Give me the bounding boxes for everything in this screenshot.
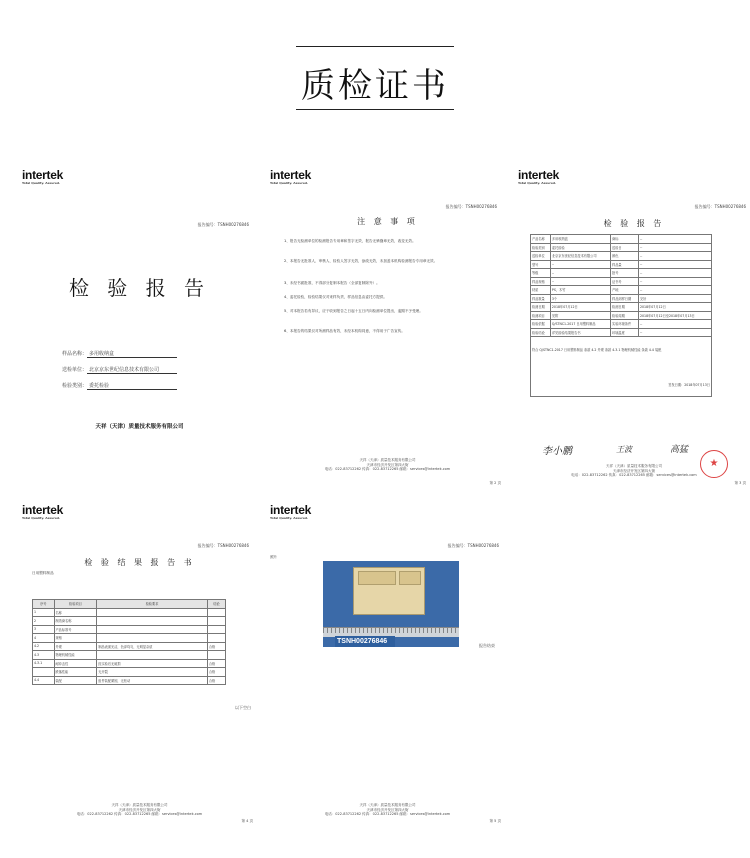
header-top-rule [296, 46, 454, 47]
table-cell [207, 617, 225, 626]
notice-6: 6、本报告的结果仅对所测样品有效，未经本机构同意，不得用于广告宣传。 [284, 329, 405, 333]
table-cell [207, 625, 225, 634]
table-cell: 样品数量 [531, 294, 551, 303]
table-cell: 制造商名称 [54, 617, 97, 626]
organizer-box-image [353, 567, 425, 615]
sample-photo [323, 561, 459, 647]
table-cell: 实验环境条件 [611, 320, 639, 329]
table-cell: -- [638, 252, 711, 261]
logo-tagline: Total Quality. Assured. [270, 516, 309, 520]
page-number: 第 3 页 [734, 481, 746, 485]
signature-approver: 李小鹏 [542, 446, 572, 457]
results-title: 检 验 结 果 报 告 书 [84, 558, 195, 567]
table-cell: Q/STNC1-2017 日用塑料制品 [550, 320, 610, 329]
table-cell: 送检单位 [531, 252, 551, 261]
table-cell: 样品量 [611, 260, 639, 269]
table-cell: 合格 [207, 659, 225, 668]
certificate-page-3 [518, 168, 750, 488]
lab-name: 天祥（天津）质量技术服务有限公司 [95, 424, 184, 430]
table-row [33, 676, 226, 685]
table-cell [207, 608, 225, 617]
section-title: 质检证书 [301, 66, 449, 106]
table-cell: -- [638, 328, 711, 337]
table-row [531, 320, 712, 329]
inspection-title: 检 验 报 告 [603, 219, 665, 228]
table-cell: 组件装配紧固，无松动 [97, 676, 208, 685]
table-cell: 多用收纳盒 [550, 235, 610, 244]
table-cell: 完好 [638, 294, 711, 303]
table-row [531, 337, 712, 397]
table-cell: 样品规格 [531, 277, 551, 286]
table-cell: 检验周期 [611, 311, 639, 320]
page-number: 第 2 页 [489, 481, 501, 485]
report-number: 报告编号：TSNH00276846 [197, 543, 249, 548]
certificate-page-1 [22, 168, 257, 488]
table-cell: 耐冲击性 [54, 659, 97, 668]
footer: 天祥（天津）质量技术服务有限公司 天津市经济开发区第四大街 电话：022-83712262 传真：022-83712265 邮箱：services@intertek.com [571, 464, 697, 477]
table-row [531, 286, 712, 295]
table-cell: 合格 [207, 668, 225, 677]
table-cell: -- [638, 269, 711, 278]
notice-5: 5、对本报告若有异议，应于收到报告之日起十五日内向检测单位提出，逾期不予受理。 [284, 309, 423, 313]
notice-3: 3、未经书面批准，不得部分复制本报告（全部复制除外）。 [284, 281, 380, 285]
table-cell: 检验类别 [531, 243, 551, 252]
box-compartment-left [358, 571, 396, 585]
table-cell: 检测项目 [531, 311, 551, 320]
table-row [33, 608, 226, 617]
table-cell [33, 668, 55, 677]
table-cell: 颜色 [611, 252, 639, 261]
table-header-cell: 序号 [33, 600, 55, 609]
signature-tester: 高猛 [670, 445, 689, 455]
table-cell: 2018年07月12日 [638, 303, 711, 312]
table-cell: 产地 [611, 286, 639, 295]
table-cell: 产品标准号 [54, 625, 97, 634]
photo-label: 照片 [270, 555, 278, 559]
table-cell: -- [638, 243, 711, 252]
table-cell: 材质 [531, 286, 551, 295]
table-cell: 送检日 [611, 243, 639, 252]
table-cell: 环境温度 [611, 328, 639, 337]
end-of-report: 报告结束 [479, 643, 495, 648]
table-cell: 样品到样日期 [611, 294, 639, 303]
report-number: 报告编号：TSNH00276846 [445, 204, 497, 209]
footer: 天祥（天津）质量技术服务有限公司 天津市经济开发区第四大街 电话：022-83712262 传真：022-83712265 邮箱：services@intertek.com [324, 803, 451, 816]
box-compartment-right [399, 571, 421, 585]
table-header-cell: 检验要求 [97, 600, 208, 609]
results-table [32, 599, 226, 685]
table-row [33, 625, 226, 634]
table-cell: 制品表面光洁，色泽均匀，无明显杂质 [97, 642, 208, 651]
logo-tagline: Total Quality. Assured. [270, 181, 309, 185]
results-intro: 日用塑料制品 [32, 571, 54, 575]
table-cell: 检测日期 [531, 303, 551, 312]
intertek-logo: intertek [22, 503, 63, 517]
table-cell: 批号 [611, 269, 639, 278]
notice-2: 2、本报告无批准人、审核人、检验人签字无效，涂改无效，未加盖本机构检测报告专用章无效。 [284, 259, 438, 263]
table-header-cell: 结论 [207, 600, 225, 609]
table-cell: 4.3.1 [33, 659, 55, 668]
table-row [531, 260, 712, 269]
footer: 天祥（天津）质量技术服务有限公司 天津市经济开发区第四大街 电话：022-83712262 传真：022-83712265 邮箱：services@intertek.com [76, 803, 203, 816]
report-number: 报告编号：TSNH00276846 [447, 543, 499, 548]
field-client: 送检单位： 北京京东世纪信息技术有限公司 [62, 366, 177, 374]
table-cell: 商标 [611, 235, 639, 244]
table-cell [97, 617, 208, 626]
table-cell: -- [638, 235, 711, 244]
header-bottom-rule [296, 109, 454, 110]
field-category: 检验类别： 委托检验 [62, 382, 177, 390]
table-cell: 经实验后无破损 [97, 659, 208, 668]
table-cell: PS，木竹 [550, 286, 610, 295]
table-cell: 检测日期 [611, 303, 639, 312]
table-cell: 装配 [54, 676, 97, 685]
table-row [33, 642, 226, 651]
notice-title: 注 意 事 项 [357, 217, 418, 226]
table-cell: 4.4 [33, 676, 55, 685]
table-row [531, 277, 712, 286]
intertek-logo: intertek [270, 503, 311, 517]
table-cell: 4.2 [33, 642, 55, 651]
table-row [531, 311, 712, 320]
table-row [33, 617, 226, 626]
page-number: 第 4 页 [241, 819, 253, 823]
table-cell: 产品名称 [531, 235, 551, 244]
table-cell [97, 625, 208, 634]
table-cell: 跌落性能 [54, 668, 97, 677]
table-cell: 规格 [54, 634, 97, 643]
table-cell: -- [550, 269, 610, 278]
table-cell: -- [550, 260, 610, 269]
table-cell: 外观 [54, 642, 97, 651]
table-cell [97, 651, 208, 660]
logo-tagline: Total Quality. Assured. [22, 181, 61, 185]
table-cell: -- [638, 286, 711, 295]
report-title: 检 验 报 告 [68, 276, 211, 300]
report-number: 报告编号：TSNH00276846 [197, 222, 249, 227]
table-cell: 4.3 [33, 651, 55, 660]
table-cell [97, 634, 208, 643]
table-cell: 北京京东世纪信息技术有限公司 [550, 252, 610, 261]
table-cell: 等级 [531, 269, 551, 278]
intertek-logo: intertek [22, 168, 63, 182]
logo-tagline: Total Quality. Assured. [518, 181, 557, 185]
table-cell: 2 [33, 617, 55, 626]
signature-reviewer: 王波 [616, 445, 632, 454]
table-cell: 见附 [550, 311, 610, 320]
inspection-table [530, 234, 712, 397]
table-cell: 2018年07月12日至2018年07月13日 [638, 311, 711, 320]
table-cell: 合格 [207, 642, 225, 651]
table-row [531, 303, 712, 312]
certificate-page-4 [22, 503, 257, 828]
table-cell: -- [638, 277, 711, 286]
certificate-page-5 [270, 503, 505, 828]
table-row [531, 269, 712, 278]
table-cell: 3个 [550, 294, 610, 303]
page-number: 第 5 页 [489, 819, 501, 823]
table-cell: 4 [33, 634, 55, 643]
table-cell: 型号 [531, 260, 551, 269]
table-cell: 物理机械性能 [54, 651, 97, 660]
table-cell: -- [638, 260, 711, 269]
table-cell: 1 [33, 608, 55, 617]
table-cell: 无开裂 [97, 668, 208, 677]
table-row [531, 294, 712, 303]
table-row [33, 651, 226, 660]
certificate-page-2 [270, 168, 505, 488]
table-cell: 委托检验 [550, 243, 610, 252]
table-row [33, 634, 226, 643]
notice-4: 4、委托检验，检验结果仅对来样负责，样品信息由委托方提供。 [284, 295, 387, 299]
table-cell: 证书号 [611, 277, 639, 286]
table-row [531, 252, 712, 261]
table-cell: 检验依据 [531, 320, 551, 329]
remark-text: 以下空白 [235, 705, 251, 710]
table-cell: -- [550, 277, 610, 286]
field-sample: 样品名称： 多用收纳盒 [62, 350, 177, 358]
table-cell [97, 608, 208, 617]
table-cell [207, 634, 225, 643]
issue-date: 签发日期：2018年07月13日 [668, 382, 710, 387]
table-cell: 名称 [54, 608, 97, 617]
report-number: 报告编号：TSNH00276846 [694, 204, 746, 209]
footer: 天祥（天津）质量技术服务有限公司 天津市经济开发区第四大街 电话：022-83712262 传真：022-83712265 邮箱：services@intertek.com [324, 458, 451, 471]
table-cell: 详见检验结果报告书 [550, 328, 610, 337]
table-cell: 2018年07月12日 [550, 303, 610, 312]
intertek-logo: intertek [270, 168, 311, 182]
logo-tagline: Total Quality. Assured. [22, 516, 61, 520]
official-seal: ★ [700, 450, 728, 478]
table-cell: 合格 [207, 676, 225, 685]
table-cell [207, 651, 225, 660]
table-row [33, 659, 226, 668]
intertek-logo: intertek [518, 168, 559, 182]
table-cell: 3 [33, 625, 55, 634]
sample-code: TSNH00276846 [335, 636, 395, 647]
table-row [531, 235, 712, 244]
table-header [33, 600, 226, 609]
table-cell: 检验结论 [531, 328, 551, 337]
section-header [296, 46, 454, 110]
table-row [531, 243, 712, 252]
table-row [33, 668, 226, 677]
table-row [531, 328, 712, 337]
result-text: 符合 Q/STNC1-2017 日用塑料制品 条款 4.2 外观 条款 4.3.1 物理机械性能 条款 4.4 装配 [532, 347, 662, 352]
table-header-cell: 检验项目 [54, 600, 97, 609]
table-cell: -- [638, 320, 711, 329]
notice-1: 1、报告无检测单位的检测报告专用章和签字无效，报告无骑缝章无效，改变无效。 [284, 239, 416, 243]
